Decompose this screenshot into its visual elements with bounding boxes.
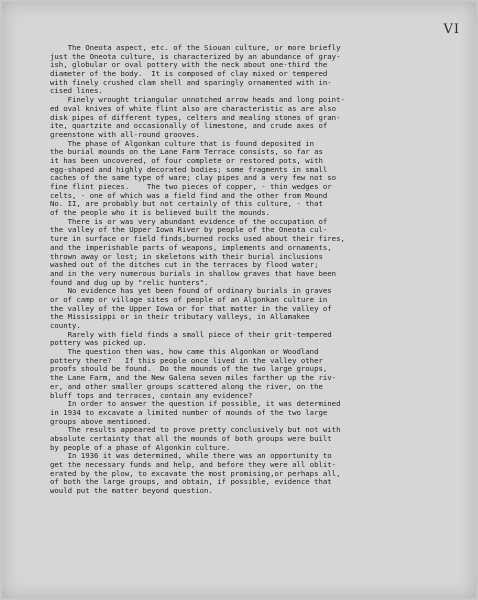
text-line: In 1936 it was determined, while there was an opportunity to xyxy=(50,451,332,461)
text-line: ed oval knives of white flint also are characteristic as are also xyxy=(50,103,337,113)
text-line: thrown away or lost; in skeletons with their burial inclusions xyxy=(50,251,323,261)
text-line: would put the matter beyond question. xyxy=(50,486,213,496)
text-line: or of camp or village sites of people of an Algonkan culture in xyxy=(50,294,328,304)
text-line: get the necessary funds and help, and before they were all oblit- xyxy=(50,460,337,469)
text-line: ite, quartzite and occasionally of limestone, and crude axes of xyxy=(50,121,328,131)
text-line: celts, - one of which was a field find and the other from Mound xyxy=(50,190,328,200)
text-line: with finely crushed clam shell and sparingly ornamented with in- xyxy=(50,77,332,87)
text-line: bluff tops and terraces, contain any evidence? xyxy=(50,390,253,400)
text-line: egg-shaped and highly decorated bodies; some fragments in small xyxy=(50,164,328,174)
text-line: erated by the plow, to excavate the most promising,or perhaps all, xyxy=(50,468,341,478)
text-line: and the imperishable parts of weapons, implements and ornaments, xyxy=(50,242,332,252)
text-line: ture in surface or field finds,burned rocks used about their fires, xyxy=(50,234,345,244)
text-line: county. xyxy=(50,321,81,330)
document-page xyxy=(2,2,476,598)
text-line: The Oneota aspect, etc. of the Siouan culture, or more briefly xyxy=(50,43,341,52)
text-line: proofs should be found. Do the mounds of the two large groups, xyxy=(50,364,328,374)
text-line: ish, globular or oval pottery with the neck about one-third the xyxy=(50,60,328,70)
text-line: Rarely with field finds a small piece of their grit-tempered xyxy=(50,329,332,339)
text-line: it has been uncovered, of four complete or restored pots, with xyxy=(50,155,323,165)
body-text xyxy=(50,44,462,496)
text-line: of the people who it is believed built the mounds. xyxy=(50,208,271,218)
text-line: In order to answer the question if possible, it was determined xyxy=(50,399,341,409)
text-line: and in the very numerous burials in shallow graves that have been xyxy=(50,268,337,278)
text-line: the Mississippi or in their tributary valleys, in Allamakee xyxy=(50,312,310,322)
text-line: The question then was, how came this Algonkan or Woodland xyxy=(50,347,319,357)
text-line: diameter of the body. It is composed of clay mixed or tempered xyxy=(50,69,328,79)
text-line: The phase of Algonkan culture that is found deposited in xyxy=(50,138,315,148)
text-line: greenstone with all-round grooves. xyxy=(50,129,200,139)
page-number: VI xyxy=(443,22,460,37)
text-line: the burial mounds on the Lane Farm Terrace consists, so far as xyxy=(50,147,323,157)
text-line: caches of the same type of ware; clay pipes and a very few not so xyxy=(50,173,337,183)
text-line: Finely wrought triangular unnotched arrow heads and long point- xyxy=(50,95,345,105)
text-line: er, and other smaller groups scattered along the river, on the xyxy=(50,381,323,391)
text-line: found and dug up by "relic hunters". xyxy=(50,277,209,287)
text-line: by people of a phase of Algonkin culture. xyxy=(50,442,231,452)
text-line: the valley of the Upper Iowa or for that matter in the valley of xyxy=(50,303,332,313)
text-line: fine flint pieces. The two pieces of copper, - thin wedges or xyxy=(50,182,332,191)
text-line: groups above mentioned. xyxy=(50,416,152,426)
text-line: in 1934 to excavate a limited number of mounds of the two large xyxy=(50,407,328,417)
text-line: No evidence has yet been found of ordinary burials in graves xyxy=(50,286,332,296)
text-line: the Lane Farm, and the New Galena seven miles farther up the riv- xyxy=(50,373,337,383)
text-line: just the Oneota culture, is characterized by an abundance of gray- xyxy=(50,51,341,61)
text-line: the valley of the Upper Iowa River by people of the Oneota cul- xyxy=(50,225,328,235)
text-line: washed out of the ditches cut in the terraces by flood water; xyxy=(50,260,319,270)
text-line: absolute certainty that all the mounds of both groups were built xyxy=(50,433,332,443)
text-line: disk pipes of different types, celters and mealing stones of gran- xyxy=(50,112,341,122)
text-line: The results appeared to prove pretty conclusively but not with xyxy=(50,425,341,435)
text-line: No. II, are probably but not certainly of this culture, - that xyxy=(50,199,323,209)
text-line: pottery there? If this people once lived in the valley other xyxy=(50,355,323,365)
text-line: pottery was picked up. xyxy=(50,338,147,348)
text-line: of both the large groups, and obtain, if possible, evidence that xyxy=(50,477,332,487)
text-line: There is or was very abundant evidence of the occupation of xyxy=(50,216,328,226)
text-line: cised lines. xyxy=(50,86,103,96)
